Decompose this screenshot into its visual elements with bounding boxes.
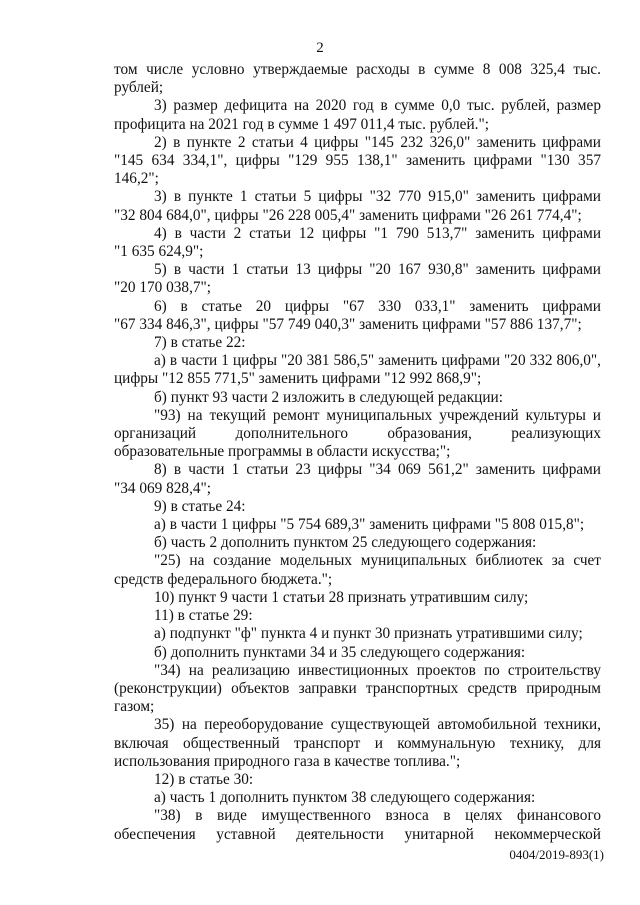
text-line: "32 804 684,0", цифры "26 228 005,4" заменить цифрами "26 261 774,4"; [114, 206, 582, 224]
text-line: 4) в части 2 статьи 12 цифры "1 790 513,7" заменить цифрами [154, 224, 601, 242]
text-line: "38) в виде имущественного взноса в целях финансового [154, 807, 601, 825]
text-line: "1 635 624,9"; [114, 243, 204, 261]
paragraph [114, 534, 601, 552]
paragraph [114, 61, 601, 97]
text-line: 11) в статье 29: [154, 607, 253, 625]
paragraph [114, 771, 601, 789]
text-line: 10) пункт 9 части 1 статьи 28 признать утратившим силу; [154, 588, 529, 606]
text-line: а) часть 1 дополнить пунктом 38 следующего содержания: [154, 789, 536, 807]
text-line: а) подпункт "ф" пункта 4 и пункт 30 признать утратившими силу; [154, 625, 583, 643]
text-line: 8) в части 1 статьи 23 цифры "34 069 561,2" заменить цифрами [154, 461, 601, 479]
paragraph [114, 407, 601, 462]
paragraph [114, 334, 601, 352]
page-number: 2 [316, 40, 324, 56]
text-line: 7) в статье 22: [154, 334, 246, 352]
text-line: "34) на реализацию инвестиционных проектов по строительству [154, 661, 601, 679]
text-line: "25) на создание модельных муниципальных библиотек за счет [154, 552, 601, 570]
paragraph [114, 644, 601, 662]
paragraph [114, 625, 601, 643]
document-code: 0404/2019-893(1) [509, 847, 604, 862]
text-line: 12) в статье 30: [154, 770, 254, 788]
paragraph [114, 789, 601, 807]
paragraph [114, 807, 601, 843]
paragraph [114, 716, 601, 771]
text-line: б) пункт 93 части 2 изложить в следующей редакции: [154, 388, 503, 406]
text-line: включая общественный транспорт и коммунальную технику, для [114, 734, 601, 752]
text-line: а) в части 1 цифры "20 381 586,5" заменить цифрами "20 332 806,0", [154, 352, 601, 370]
text-line: (реконструкции) объектов заправки транспортных средств природным [114, 679, 601, 697]
text-line: 3) размер дефицита на 2020 год в сумме 0,0 тыс. рублей, размер [154, 97, 601, 115]
text-line: образовательные программы в области искусства;"; [114, 443, 451, 461]
paragraph [114, 261, 601, 297]
text-line: 3) в пункте 1 статьи 5 цифры "32 770 915,0" заменить цифрами [154, 188, 601, 206]
paragraph [114, 662, 601, 717]
paragraph [114, 188, 601, 224]
text-line: б) дополнить пунктами 34 и 35 следующего содержания: [154, 643, 526, 661]
text-line: 6) в статье 20 цифры "67 330 033,1" заменить цифрами [154, 297, 601, 315]
text-line: цифры "12 855 771,5" заменить цифрами "12 992 868,9"; [114, 370, 482, 388]
text-line: том числе условно утверждаемые расходы в сумме 8 008 325,4 тыс. [114, 61, 601, 78]
paragraph [114, 134, 601, 189]
text-line: 5) в части 1 статьи 13 цифры "20 167 930,8" заменить цифрами [154, 261, 601, 279]
paragraph [114, 607, 601, 625]
paragraph [114, 498, 601, 516]
text-line: средств федерального бюджета."; [114, 570, 333, 588]
text-line: а) в части 1 цифры "5 754 689,3" заменить цифрами "5 808 015,8"; [154, 516, 585, 534]
paragraph [114, 389, 601, 407]
text-line: обеспечения уставной деятельности унитарной некоммерческой [114, 825, 601, 843]
paragraph [114, 97, 601, 133]
paragraph [114, 352, 601, 388]
text-line: рублей; [114, 79, 164, 97]
text-line: использования природного газа в качестве топлива."; [114, 752, 461, 770]
paragraph [114, 552, 601, 588]
text-line: газом; [114, 698, 155, 716]
paragraph [114, 225, 601, 261]
text-line: "93) на текущий ремонт муниципальных учреждений культуры и [154, 406, 601, 424]
text-line: "145 634 334,1", цифры "129 955 138,1" заменить цифрами "130 357 146,2"; [114, 152, 601, 188]
text-line: 9) в статье 24: [154, 497, 246, 515]
text-line: 2) в пункте 2 статьи 4 цифры "145 232 326,0" заменить цифрами [154, 133, 601, 151]
text-line: организаций дополнительного образования, реализующих [114, 425, 601, 443]
text-line: профицита на 2021 год в сумме 1 497 011,4 тыс. рублей."; [114, 115, 489, 133]
paragraph [114, 589, 601, 607]
text-line: "34 069 828,4"; [114, 479, 212, 497]
text-line: б) часть 2 дополнить пунктом 25 следующего содержания: [154, 534, 537, 552]
paragraph [114, 516, 601, 534]
paragraph [114, 461, 601, 497]
text-line: "20 170 038,7"; [114, 279, 212, 297]
document-body [114, 61, 601, 844]
text-line: 35) на переоборудование существующей автомобильной техники, [154, 716, 601, 734]
paragraph [114, 298, 601, 334]
text-line: "67 334 846,3", цифры "57 749 040,3" заменить цифрами "57 886 137,7"; [114, 315, 582, 333]
